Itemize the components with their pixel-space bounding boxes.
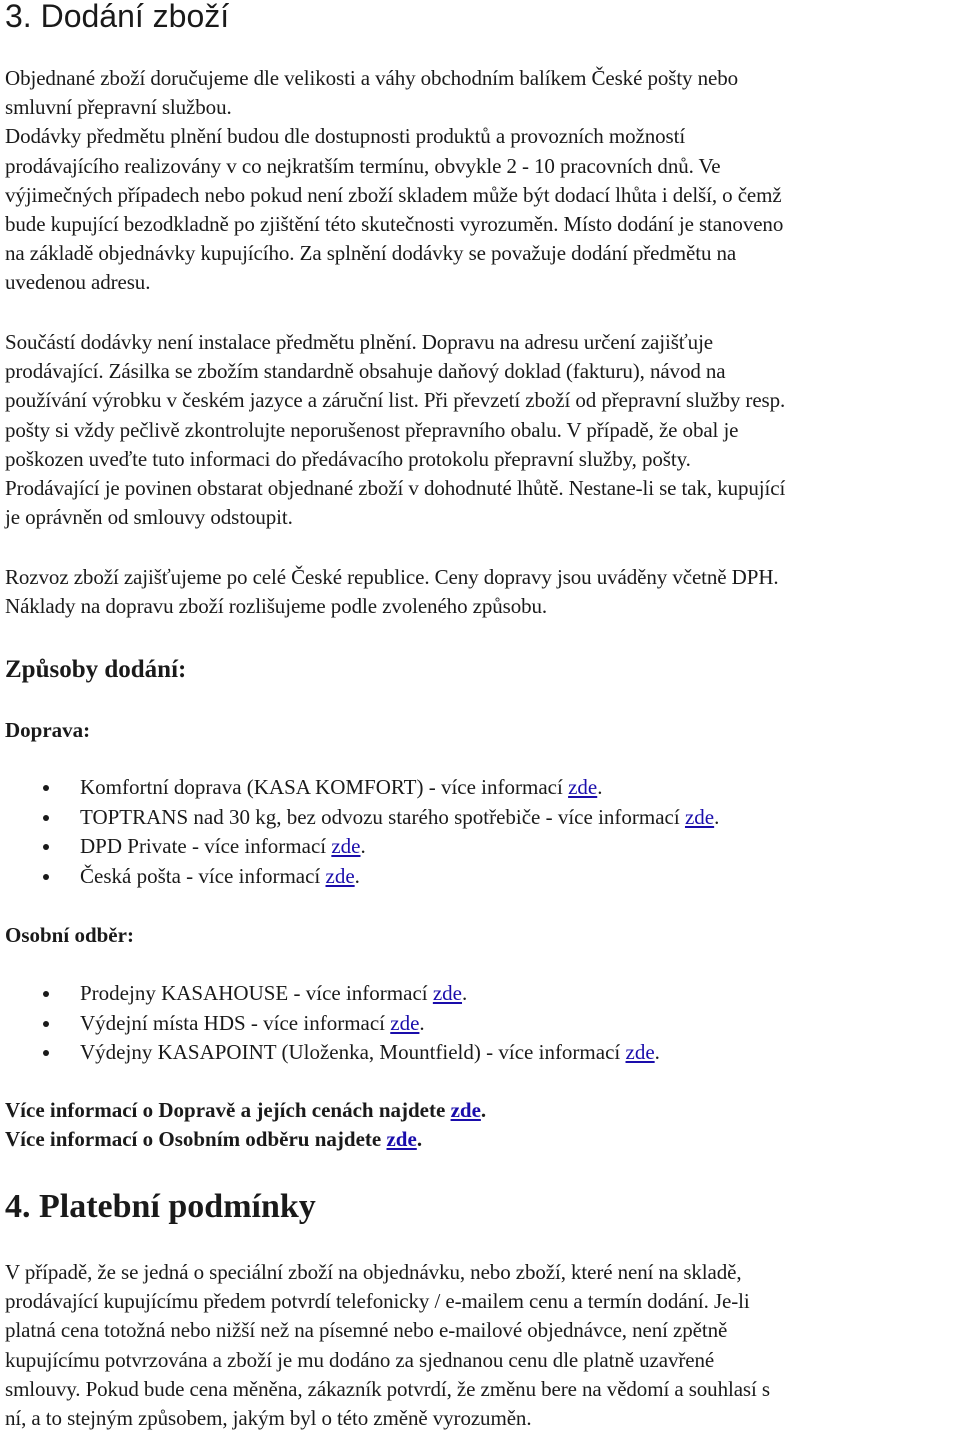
list-item-text: Komfortní doprava (KASA KOMFORT) - více informací: [80, 775, 569, 799]
punctuation: .: [480, 1098, 487, 1122]
text-line: je oprávněn od smlouvy odstoupit.: [5, 505, 293, 530]
text-line: smluvní přepravní službou.: [5, 95, 232, 120]
more-info-link[interactable]: zde: [625, 1040, 655, 1064]
text-line: prodávajícího realizovány v co nejkratším termínu, obvykle 2 - 10 pracovních dnů. Ve: [5, 153, 721, 178]
punctuation: .: [714, 804, 720, 829]
text-line: kupujícímu potvrzována a zboží je mu dodáno za sjednanou cenu dle platně uzavřené: [5, 1347, 715, 1372]
text-line: Náklady na dopravu zboží rozlišujeme podle zvoleného způsobu.: [5, 594, 548, 619]
bullet-icon: [43, 991, 49, 997]
text-line: prodávající. Zásilka se zbožím standardně obsahuje daňový doklad (fakturu), návod na: [5, 359, 726, 384]
text-line: V případě, že se jedná o speciální zboží na objednávku, nebo zboží, které není na skladě,: [5, 1260, 742, 1284]
more-info-link[interactable]: zde: [684, 804, 715, 829]
list-item: [5, 832, 719, 862]
list-item: [5, 1009, 660, 1039]
list-item-text: DPD Private - více informací: [80, 834, 332, 858]
delivery-paragraph-2: [5, 328, 957, 532]
text-line: poškozen uveďte tuto informaci do předávacího protokolu přepravní služby, pošty.: [5, 446, 691, 471]
note-text: Více informací o Dopravě a jejích cenách najdete: [5, 1098, 451, 1122]
text-line: na základě objednávky kupujícího. Za splnění dodávky se považuje dodání předmětu na: [5, 241, 737, 266]
text-line: Dodávky předmětu plnění budou dle dostupnosti produktů a provozních možností: [5, 124, 686, 149]
bullet-icon: [43, 874, 49, 880]
punctuation: .: [654, 1040, 660, 1064]
pickup-info-link[interactable]: zde: [386, 1127, 417, 1151]
punctuation: .: [416, 1127, 423, 1151]
punctuation: .: [360, 834, 366, 858]
punctuation: .: [354, 863, 360, 888]
text-line: bude kupující bezodkladně po zjištění této skutečnosti vyrozuměn. Místo dodání je stanoveno: [5, 212, 784, 237]
more-info-link[interactable]: zde: [390, 1010, 420, 1035]
punctuation: .: [419, 1010, 425, 1035]
text-line: pošty si vždy pečlivě zkontrolujte neporušenost přepravního obalu. V případě, že obal je: [5, 417, 739, 442]
bullet-icon: [43, 1021, 49, 1027]
section-3-heading: 3. Dodání zboží: [5, 0, 230, 34]
transport-list: [5, 773, 719, 891]
list-item: [5, 1038, 660, 1068]
pickup-list: [5, 979, 660, 1068]
bullet-icon: [43, 815, 49, 821]
bullet-icon: [43, 844, 49, 850]
section-4-heading: 4. Platební podmínky: [5, 1188, 316, 1225]
text-line: uvedenou adresu.: [5, 270, 151, 295]
list-item: [5, 803, 719, 833]
delivery-methods-heading: Způsoby dodání:: [5, 656, 187, 683]
list-item: [5, 862, 719, 892]
text-line: prodávající kupujícímu předem potvrdí telefonicky / e-mailem cenu a termín dodání. Je-li: [5, 1289, 750, 1314]
transport-heading: Doprava:: [5, 718, 91, 742]
punctuation: .: [597, 775, 603, 799]
list-item-text: Výdejní místa HDS - více informací: [80, 1010, 391, 1035]
text-line: Prodávající je povinen obstarat objednané zboží v dohodnuté lhůtě. Nestane-li se tak, kupující: [5, 476, 786, 501]
text-line: Objednané zboží doručujeme dle velikosti a váhy obchodním balíkem České pošty nebo: [5, 66, 739, 90]
bullet-icon: [43, 785, 49, 791]
more-info-link[interactable]: zde: [325, 863, 355, 888]
text-line: používání výrobku v českém jazyce a záruční list. Při převzetí zboží od přepravní služby resp.: [5, 388, 786, 413]
text-line: Rozvoz zboží zajišťujeme po celé České republice. Ceny dopravy jsou uváděny včetně DPH.: [5, 565, 779, 589]
list-item-text: TOPTRANS nad 30 kg, bez odvozu starého spotřebiče - více informací: [80, 804, 685, 829]
punctuation: .: [462, 981, 468, 1005]
text-line: výjimečných případech nebo pokud není zboží skladem může být dodací lhůta i delší, o čemž: [5, 182, 782, 207]
more-info-link[interactable]: zde: [432, 981, 463, 1005]
text-line: smlouvy. Pokud bude cena měněna, zákazník potvrdí, že změnu bere na vědomí a souhlasí s: [5, 1376, 770, 1401]
text-line: ní, a to stejným způsobem, jakým byl o této změně vyrozuměn.: [5, 1406, 532, 1431]
pickup-info-note: [5, 1125, 422, 1154]
list-item: [5, 979, 660, 1009]
personal-pickup-heading: Osobní odběr:: [5, 923, 134, 947]
payment-paragraph: [5, 1258, 957, 1433]
note-text: Více informací o Osobním odběru najdete: [5, 1127, 387, 1151]
more-info-link[interactable]: zde: [331, 834, 361, 858]
list-item-text: Prodejny KASAHOUSE - více informací: [80, 981, 433, 1005]
delivery-paragraph-3: [5, 563, 957, 621]
delivery-paragraph-1: [5, 64, 957, 298]
text-line: platná cena totožná nebo nižší než na písemné nebo e-mailové objednávce, není zpětně: [5, 1318, 728, 1343]
list-item-text: Výdejny KASAPOINT (Uloženka, Mountfield) - více informací: [80, 1040, 626, 1064]
list-item: [5, 773, 719, 803]
transport-prices-note: [5, 1096, 486, 1125]
more-info-link[interactable]: zde: [568, 775, 598, 799]
transport-prices-link[interactable]: zde: [450, 1098, 481, 1122]
list-item-text: Česká pošta - více informací: [80, 863, 326, 888]
text-line: Součástí dodávky není instalace předmětu plnění. Dopravu na adresu určení zajišťuje: [5, 330, 714, 354]
bullet-icon: [43, 1050, 49, 1056]
